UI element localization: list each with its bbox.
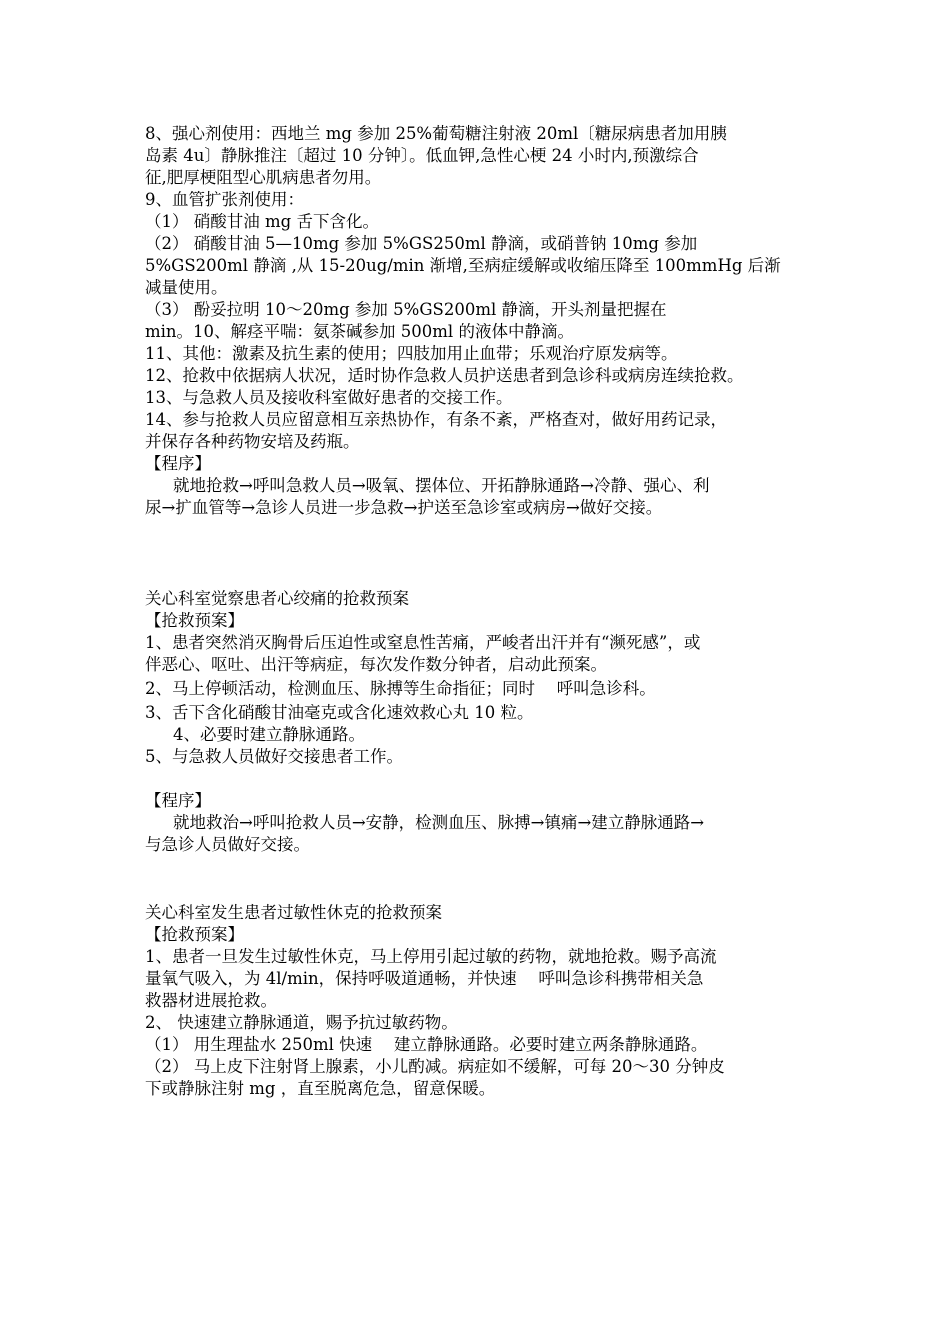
- text-line: 下或静脉注射 mg ，直至脱离危急，留意保暖。: [145, 1079, 496, 1098]
- text-line: 减量使用。: [145, 278, 228, 297]
- section-heading: 【程序】: [145, 791, 211, 810]
- text-line: （2） 马上皮下注射肾上腺素，小儿酌减。病症如不缓解，可每 20～30 分钟皮: [145, 1057, 725, 1076]
- text-line: （1） 用生理盐水 250ml 快速 建立静脉通路。必要时建立两条静脉通路。: [145, 1035, 708, 1054]
- text-line: 与急诊人员做好交接。: [145, 835, 310, 854]
- text-line: 就地救治→呼叫抢救人员→安静，检测血压、脉搏→镇痛→建立静脉通路→: [173, 813, 705, 832]
- section-title: 关心科室觉察患者心绞痛的抢救预案: [145, 589, 409, 608]
- section-heading: 【抢救预案】: [145, 925, 244, 944]
- text-line: 伴恶心、呕吐、出汗等病症，每次发作数分钟者，启动此预案。: [145, 655, 607, 674]
- text-line: 1、患者一旦发生过敏性休克，马上停用引起过敏的药物，就地抢救。赐予高流: [145, 947, 717, 966]
- text-line: 2、马上停顿活动，检测血压、脉搏等生命指征；同时 呼叫急诊科。: [145, 679, 656, 698]
- text-line: 5%GS200ml 静滴 ,从 15-20ug/min 渐增,至病症缓解或收缩压降至 100mmHg 后渐: [145, 256, 781, 275]
- text-line: 2、 快速建立静脉通道，赐予抗过敏药物。: [145, 1013, 458, 1032]
- text-line: 量氧气吸入，为 4l/min，保持呼吸道通畅，并快速 呼叫急诊科携带相关急: [145, 969, 704, 988]
- text-line: 9、血管扩张剂使用：: [145, 190, 304, 209]
- text-line: 救器材进展抢救。: [145, 991, 277, 1010]
- text-line: 尿→扩血管等→急诊人员进一步急救→护送至急诊室或病房→做好交接。: [145, 498, 663, 517]
- text-line: 4、必要时建立静脉通路。: [173, 725, 365, 744]
- text-line: min。10、解痉平喘：氨茶碱参加 500ml 的液体中静滴。: [145, 322, 574, 341]
- text-line: 3、舌下含化硝酸甘油毫克或含化速效救心丸 10 粒。: [145, 703, 534, 722]
- text-line: （3） 酚妥拉明 10～20mg 参加 5%GS200ml 静滴，开头剂量把握在: [145, 300, 667, 319]
- section-heading: 【抢救预案】: [145, 611, 244, 630]
- text-line: 5、与急救人员做好交接患者工作。: [145, 747, 403, 766]
- text-line: （1） 硝酸甘油 mg 舌下含化。: [145, 212, 379, 231]
- text-line: 14、参与抢救人员应留意相互亲热协作，有条不紊，严格查对，做好用药记录，: [145, 410, 727, 429]
- section-heading: 【程序】: [145, 454, 211, 473]
- text-line: 岛素 4u〕静脉推注〔超过 10 分钟〕。低血钾,急性心梗 24 小时内,预激综合: [145, 146, 699, 165]
- text-line: 征,肥厚梗阻型心肌病患者勿用。: [145, 168, 382, 187]
- text-line: 12、抢救中依据病人状况，适时协作急救人员护送患者到急诊科或病房连续抢救。: [145, 366, 744, 385]
- text-line: 并保存各种药物安培及药瓶。: [145, 432, 360, 451]
- text-line: 11、其他：激素及抗生素的使用；四肢加用止血带；乐观治疗原发病等。: [145, 344, 678, 363]
- section-title: 关心科室发生患者过敏性休克的抢救预案: [145, 903, 442, 922]
- text-line: （2） 硝酸甘油 5—10mg 参加 5%GS250ml 静滴，或硝普钠 10mg 参加: [145, 234, 698, 253]
- text-line: 13、与急救人员及接收科室做好患者的交接工作。: [145, 388, 513, 407]
- text-line: 1、患者突然消灭胸骨后压迫性或窒息性苦痛，严峻者出汗并有“濒死感”，或: [145, 633, 701, 652]
- text-line: 就地抢救→呼叫急救人员→吸氧、摆体位、开拓静脉通路→冷静、强心、利: [173, 476, 710, 495]
- text-line: 8、强心剂使用：西地兰 mg 参加 25%葡萄糖注射液 20ml〔糖尿病患者加用胰: [145, 124, 727, 143]
